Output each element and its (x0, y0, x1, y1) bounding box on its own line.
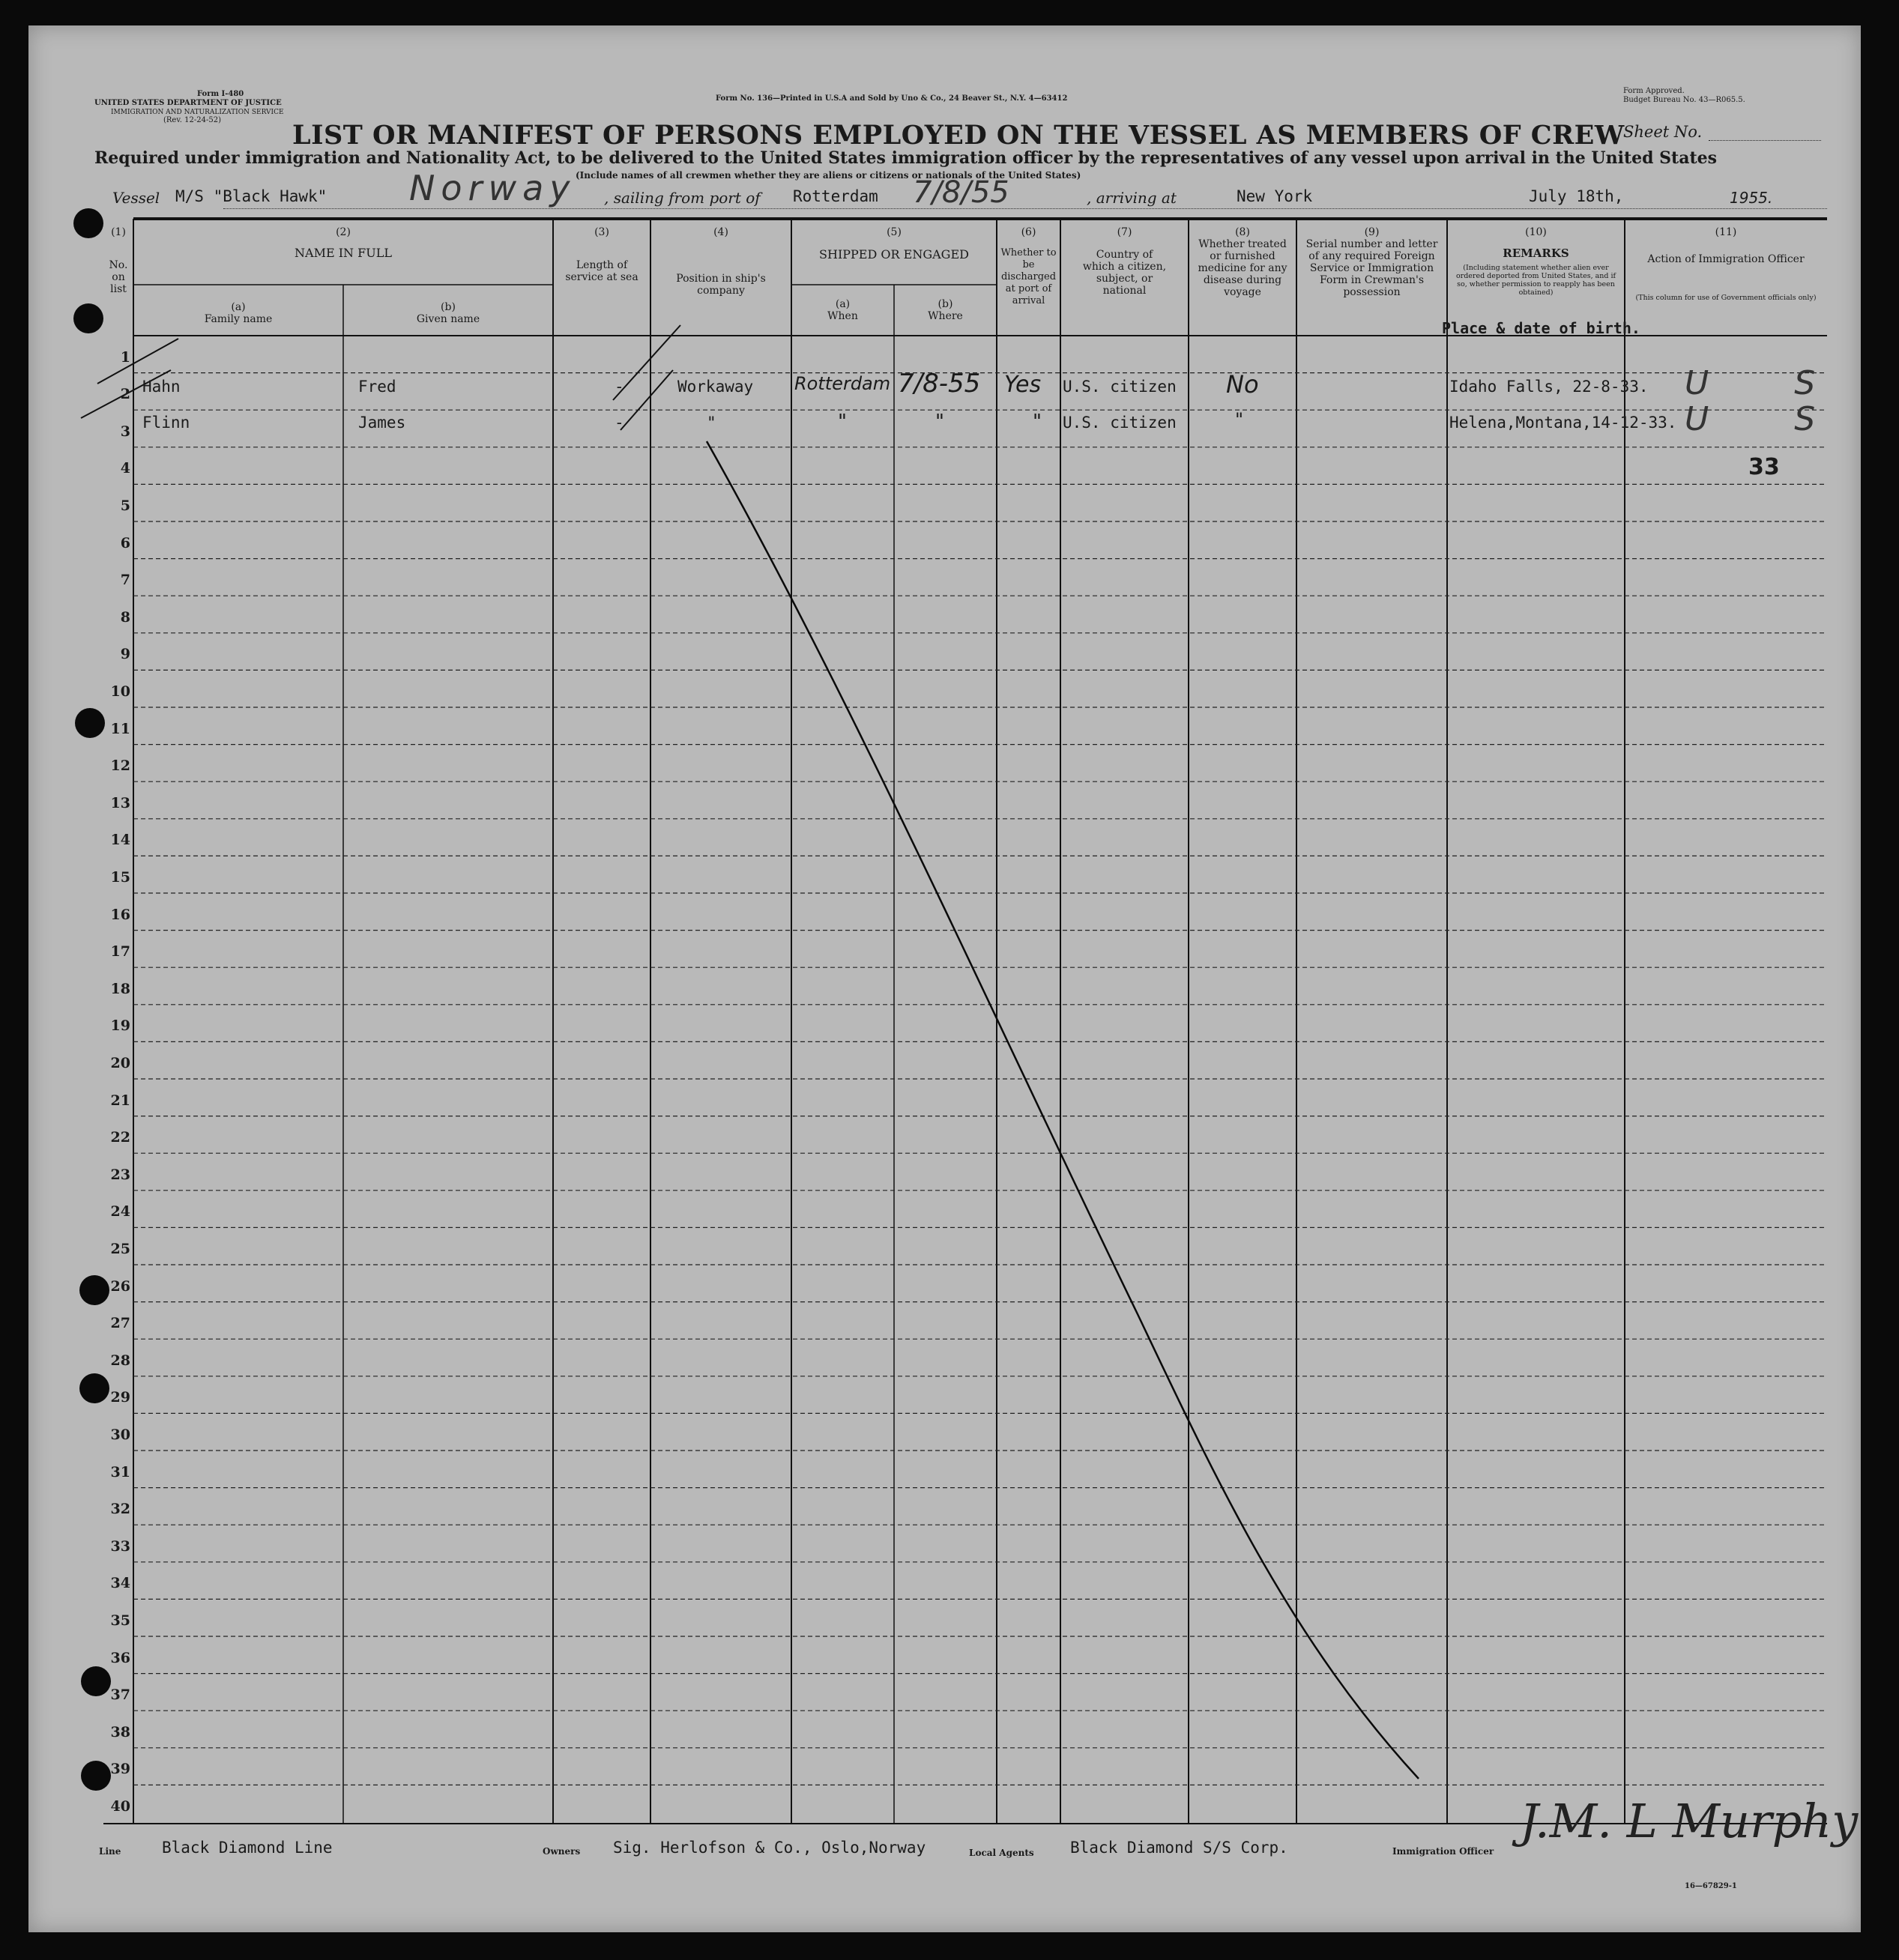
col-3-label: Length of service at sea (565, 259, 638, 283)
punch-hole (75, 708, 105, 738)
subtitle: Required under immigration and Nationality Act, to be delivered to the United States immigration officer by the representatives of any vessel upon arrival in the United States (94, 148, 1718, 168)
punch-hole (79, 1373, 109, 1403)
col-11-sub: (This column for use of Government officials only) (1635, 294, 1817, 302)
row-number: 5 (120, 497, 130, 514)
printer-note: Form No. 136—Printed in U.S.A and Sold by Uno & Co., 24 Beaver St., N.Y. 4—63412 (716, 94, 1068, 103)
col-10-label: REMARKS (1503, 246, 1569, 260)
row-number: 17 (110, 943, 130, 961)
discharged: " (1033, 411, 1042, 433)
col-2b-label: Given name (416, 313, 480, 325)
arrival-year: 1955. (1730, 189, 1773, 207)
row-number: 22 (110, 1129, 130, 1146)
vessel-name: M/S "Black Hawk" (175, 187, 327, 205)
arriving-label: , arriving at (1087, 189, 1177, 207)
row-number: 40 (110, 1798, 130, 1815)
col-8-num: (8) (1235, 226, 1250, 238)
service-length: - (615, 378, 624, 396)
shipped-where: Rotterdam (794, 373, 891, 394)
budget-bureau: Budget Bureau No. 43—R065.5. (1623, 96, 1745, 104)
punch-hole (79, 1275, 109, 1305)
footer-agents-value: Black Diamond S/S Corp. (1070, 1839, 1288, 1857)
manifest-sheet (28, 25, 1861, 1932)
stamp-number: 33 (1748, 454, 1780, 480)
col-10-num: (10) (1525, 226, 1547, 238)
row-number: 13 (110, 794, 130, 811)
row-number: 27 (110, 1315, 130, 1332)
footer-owners-label: Owners (543, 1846, 581, 1857)
row-number: 11 (110, 720, 130, 737)
col-2a-label: Family name (204, 313, 273, 325)
col-5-num: (5) (887, 226, 902, 238)
col-10-typed: Place & date of birth. (1442, 319, 1640, 337)
col-11-num: (11) (1715, 226, 1737, 238)
col-5a-label: When (827, 310, 858, 322)
discharged: Yes (1004, 372, 1042, 398)
col-4-label: Position in ship's company (676, 273, 766, 297)
row-number: 8 (120, 608, 130, 626)
arrival-date: July 18th, (1529, 187, 1624, 205)
row-number: 15 (110, 869, 130, 886)
col-5b-num: (b) (938, 298, 953, 310)
row-number: 20 (110, 1055, 130, 1071)
col-7-label: Country of which a citizen, subject, or national (1082, 249, 1167, 297)
punch-hole (73, 208, 103, 238)
punch-hole (81, 1666, 111, 1696)
punch-hole (73, 303, 103, 333)
row-number: 3 (120, 423, 130, 440)
officer-action: U S (1685, 400, 1853, 438)
col-10-sub: (Including statement whether alien ever ordered deported from United States, and if so, whether permission to reapply has been obtained) (1455, 264, 1616, 297)
agency-line-1: UNITED STATES DEPARTMENT OF JUSTICE (94, 99, 282, 107)
footer-owners-value: Sig. Herlofson & Co., Oslo,Norway (613, 1839, 926, 1857)
row-number: 16 (110, 906, 130, 923)
row-number: 9 (120, 646, 130, 663)
remarks: Idaho Falls, 22-8-33. (1449, 378, 1649, 396)
medicine: No (1226, 370, 1259, 399)
inclusion-note: (Include names of all crewmen whether they are aliens or citizens or nationals of the United States) (576, 170, 1081, 181)
col-11-label: Action of Immigration Officer (1647, 253, 1805, 265)
officer-action: U S (1685, 364, 1853, 402)
punch-hole (81, 1761, 111, 1791)
family-name: Hahn (142, 378, 181, 396)
form-id: Form I-480 (197, 90, 244, 98)
col-2-num: (2) (336, 226, 351, 238)
footer-line-value: Black Diamond Line (162, 1839, 333, 1857)
sheet-label: Sheet No. (1623, 123, 1703, 141)
row-number: 2 (120, 386, 130, 403)
row-number: 4 (120, 460, 130, 477)
row-number: 7 (120, 572, 130, 589)
ship-position: Workaway (677, 378, 754, 396)
col-5a-num: (a) (835, 298, 851, 310)
shipped-when: " (935, 411, 944, 433)
row-number: 21 (110, 1092, 130, 1109)
sailing-label: , sailing from port of (604, 189, 761, 207)
row-number: 1 (120, 348, 130, 366)
row-number: 24 (110, 1203, 130, 1221)
vessel-flag: Norway (409, 168, 576, 208)
arriving-port: New York (1237, 187, 1313, 205)
col-5b-label: Where (928, 310, 963, 322)
row-number: 18 (110, 980, 130, 997)
col-6-num: (6) (1021, 226, 1036, 238)
col-8-label: Whether treated or furnished medicine for any disease during voyage (1198, 238, 1287, 298)
row-number: 28 (110, 1352, 130, 1369)
row-number: 10 (110, 683, 130, 700)
form-code: 16—67829-1 (1685, 1882, 1737, 1890)
row-number: 6 (120, 534, 130, 551)
row-number: 29 (110, 1389, 130, 1406)
footer-officer-label: Immigration Officer (1392, 1846, 1494, 1857)
col-2a-num: (a) (231, 301, 246, 313)
row-number: 38 (110, 1723, 130, 1740)
row-number: 12 (110, 757, 130, 775)
agency-line-2: IMMIGRATION AND NATURALIZATION SERVICE (111, 109, 284, 116)
col-9-num: (9) (1364, 226, 1380, 238)
row-number: 31 (110, 1463, 130, 1480)
col-6-label: Whether to be discharged at port of arrival (1000, 247, 1057, 306)
row-number: 25 (110, 1241, 130, 1257)
row-number: 26 (110, 1277, 130, 1295)
row-number: 23 (110, 1166, 130, 1183)
row-number: 34 (110, 1575, 130, 1592)
row-number: 35 (110, 1612, 130, 1629)
given-name: Fred (358, 378, 396, 396)
col-2b-num: (b) (441, 301, 456, 313)
given-name: James (358, 414, 406, 432)
citizenship: U.S. citizen (1063, 378, 1177, 396)
col-9-label: Serial number and letter of any required Foreign Service or Immigration Form in Crewman's possession (1305, 238, 1438, 298)
sailing-date: 7/8/55 (913, 175, 1009, 210)
sailing-port: Rotterdam (793, 187, 878, 205)
col-3-num: (3) (594, 226, 609, 238)
medicine: " (1235, 409, 1244, 430)
footer-agents-label: Local Agents (969, 1848, 1034, 1858)
row-number: 37 (110, 1687, 130, 1704)
citizenship: U.S. citizen (1063, 414, 1177, 432)
shipped-when: 7/8-55 (898, 369, 981, 399)
row-number: 14 (110, 832, 130, 849)
col-7-num: (7) (1117, 226, 1132, 238)
vessel-label: Vessel (112, 189, 160, 207)
row-number: 33 (110, 1537, 130, 1555)
col-1-num: (1) (111, 226, 126, 238)
row-number: 32 (110, 1501, 130, 1518)
family-name: Flinn (142, 414, 190, 432)
footer-line-label: Line (99, 1846, 121, 1857)
remarks: Helena,Montana,14-12-33. (1449, 414, 1677, 432)
officer-signature: J.M. L Murphy (1520, 1794, 1859, 1848)
col-4-num: (4) (713, 226, 728, 238)
row-number: 30 (110, 1427, 130, 1443)
col-5-label: SHIPPED OR ENGAGED (819, 247, 969, 261)
row-number: 19 (110, 1017, 130, 1035)
row-number: 36 (110, 1649, 130, 1666)
page-title: LIST OR MANIFEST OF PERSONS EMPLOYED ON THE VESSEL AS MEMBERS OF CREW (292, 120, 1625, 151)
col-2-label: NAME IN FULL (295, 246, 392, 260)
row-number: 39 (110, 1761, 130, 1778)
ship-position: " (707, 414, 716, 432)
form-approved: Form Approved. (1623, 87, 1685, 95)
service-length: - (615, 414, 624, 432)
shipped-where: " (838, 411, 847, 433)
col-1-label: No. on list (109, 259, 128, 295)
revision: (Rev. 12-24-52) (163, 116, 222, 124)
